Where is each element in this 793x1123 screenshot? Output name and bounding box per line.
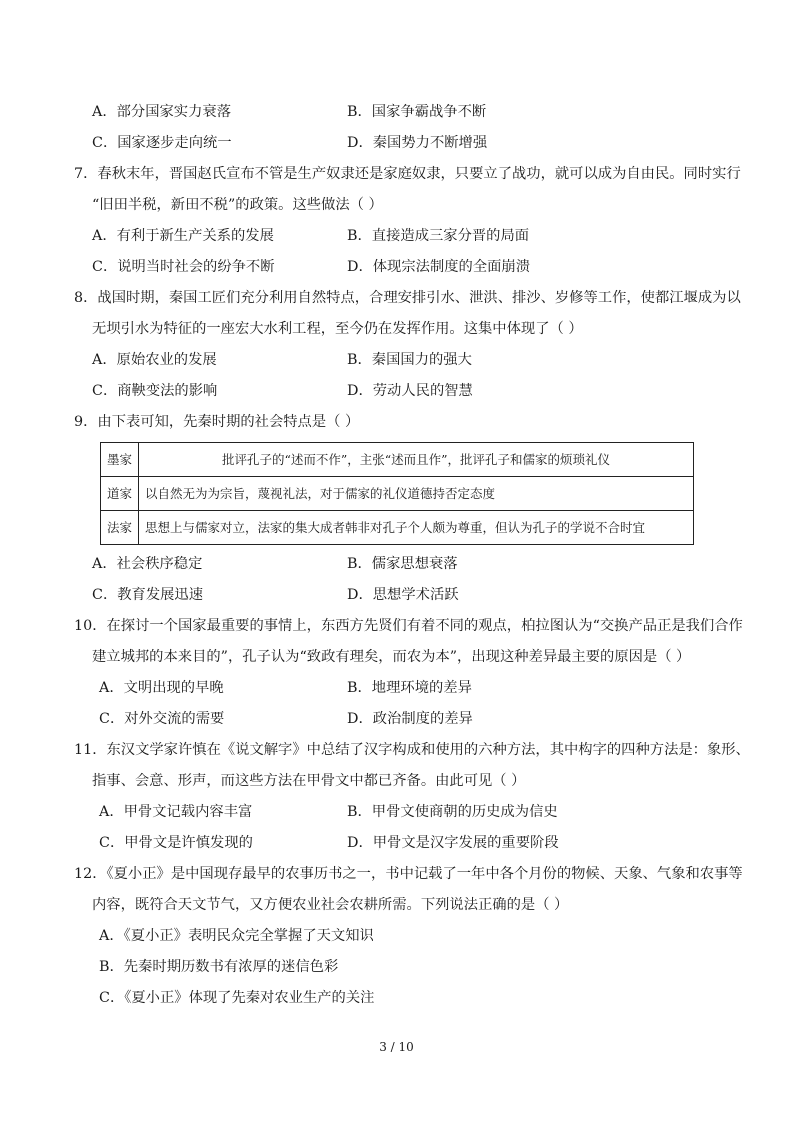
q10-option-a: A．文明出现的早晚 bbox=[99, 680, 224, 696]
q7-stem-line1: 7．春秋末年，晋国赵氏宣布不管是生产奴隶还是家庭奴隶，只要立了战功，就可以成为自由民。同时实行 bbox=[74, 166, 741, 182]
q8-stem-line2: 无坝引水为特征的一座宏大水利工程，至今仍在发挥作用。这集中体现了（ ） bbox=[92, 321, 583, 337]
q12-option-a: A．《夏小正》表明民众完全掌握了天文知识 bbox=[99, 928, 374, 944]
q8-option-c: C．商鞅变法的影响 bbox=[92, 383, 218, 399]
schools-table bbox=[100, 442, 694, 545]
q11-option-c: C．甲骨文是许慎发现的 bbox=[99, 835, 253, 851]
table-row bbox=[101, 443, 694, 477]
q9-option-a: A．社会秩序稳定 bbox=[92, 556, 203, 572]
q8-option-d: D．劳动人民的智慧 bbox=[347, 383, 473, 399]
q7-option-c: C．说明当时社会的纷争不断 bbox=[92, 259, 275, 275]
q12-option-b: B．先秦时期历数书有浓厚的迷信色彩 bbox=[99, 959, 339, 975]
school-name-cell: 法家 bbox=[101, 511, 139, 545]
school-name-cell: 道家 bbox=[101, 477, 139, 511]
q10-stem-line1: 10．在探讨一个国家最重要的事情上，东西方先贤们有着不同的观点，柏拉图认为“交换产品正是我们合作 bbox=[74, 618, 743, 634]
school-desc-cell: 以自然无为为宗旨，蔑视礼法，对于儒家的礼仪道德持否定态度 bbox=[139, 477, 694, 511]
q8-option-a: A．原始农业的发展 bbox=[92, 352, 217, 368]
q10-option-c: C．对外交流的需要 bbox=[99, 711, 225, 727]
table-row bbox=[101, 477, 694, 511]
q11-option-d: D．甲骨文是汉字发展的重要阶段 bbox=[347, 835, 559, 851]
q8-stem-line1: 8．战国时期，秦国工匠们充分利用自然特点，合理安排引水、泄洪、排沙、岁修等工作，使都江堰成为以 bbox=[74, 290, 741, 306]
q6-option-b: B．国家争霸战争不断 bbox=[347, 104, 487, 120]
q10-option-b: B．地理环境的差异 bbox=[347, 680, 472, 696]
q9-option-b: B．儒家思想衰落 bbox=[347, 556, 458, 572]
q9-option-c: C．教育发展迅速 bbox=[92, 587, 204, 603]
q9-stem: 9．由下表可知，先秦时期的社会特点是（ ） bbox=[74, 414, 360, 430]
q12-option-c: C．《夏小正》体现了先秦对农业生产的关注 bbox=[99, 990, 375, 1006]
q12-stem-line1: 12．《夏小正》是中国现存最早的农事历书之一，书中记载了一年中各个月份的物候、天象、气象和农事等 bbox=[74, 866, 743, 882]
q11-option-b: B．甲骨文使商朝的历史成为信史 bbox=[347, 804, 558, 820]
q11-stem-line1: 11．东汉文学家许慎在《说文解字》中总结了汉字构成和使用的六种方法，其中构字的四种方法是：象形、 bbox=[74, 742, 750, 758]
page-number: 3 / 10 bbox=[379, 1040, 414, 1054]
school-desc-cell: 思想上与儒家对立，法家的集大成者韩非对孔子个人颇为尊重，但认为孔子的学说不合时宜 bbox=[139, 511, 694, 545]
school-name-cell: 墨家 bbox=[101, 443, 139, 477]
table-row bbox=[101, 511, 694, 545]
q7-option-a: A．有利于新生产关系的发展 bbox=[92, 228, 274, 244]
q11-stem-line2: 指事、会意、形声，而这些方法在甲骨文中都已齐备。由此可见（ ） bbox=[92, 773, 526, 789]
q6-option-a: A．部分国家实力衰落 bbox=[92, 104, 231, 120]
q10-stem-line2: 建立城邦的本来目的”，孔子认为“致政有理矣，而农为本”，出现这种差异最主要的原因是（ ） bbox=[92, 649, 691, 665]
q8-option-b: B．秦国国力的强大 bbox=[347, 352, 472, 368]
q10-option-d: D．政治制度的差异 bbox=[347, 711, 473, 727]
q11-option-a: A．甲骨文记载内容丰富 bbox=[99, 804, 253, 820]
q12-stem-line2: 内容，既符合天文节气，又方便农业社会农耕所需。下列说法正确的是（ ） bbox=[92, 897, 569, 913]
q9-option-d: D．思想学术活跃 bbox=[347, 587, 459, 603]
q7-stem-line2: “旧田半税，新田不税”的政策。这些做法（ ） bbox=[92, 197, 383, 213]
q7-option-d: D．体现宗法制度的全面崩溃 bbox=[347, 259, 531, 275]
school-desc-cell: 批评孔子的“述而不作”，主张“述而且作”，批评孔子和儒家的烦琐礼仪 bbox=[139, 443, 694, 477]
q6-option-c: C．国家逐步走向统一 bbox=[92, 135, 232, 151]
q7-option-b: B．直接造成三家分晋的局面 bbox=[347, 228, 530, 244]
q6-option-d: D．秦国势力不断增强 bbox=[347, 135, 488, 151]
